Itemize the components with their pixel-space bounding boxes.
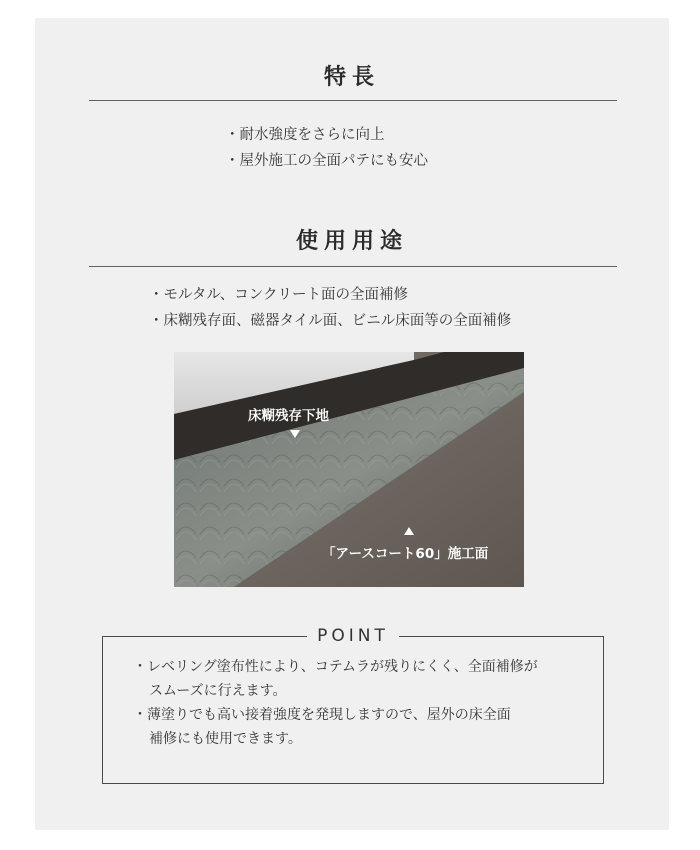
point-line: ・薄塗りでも高い接着強度を発現しますので、屋外の床全面 [133,707,511,723]
arrow-down-icon [290,430,300,438]
usage-divider [89,266,617,267]
usage-list [149,282,511,334]
point-line: スムーズに行えます。 [149,683,287,699]
point-title [103,626,603,646]
features-divider [89,100,617,101]
usage-heading: 使用用途 [295,229,408,254]
usage-item: ・床糊残存面、磁器タイル面、ビニル床面等の全面補修 [149,313,512,329]
features-item: ・屋外施工の全面パテにも安心 [225,153,428,169]
point-line: ・レベリング塗布性により、コテムラが残りにくく、全面補修が [133,659,538,675]
features-heading: 特長 [323,65,380,90]
usage-item: ・モルタル、コンクリート面の全面補修 [149,287,408,303]
features-item: ・耐水強度をさらに向上 [225,127,385,143]
point-title-text: POINT [307,626,399,646]
point-line: 補修にも使用できます。 [149,731,302,747]
caption-applied-surface: 「アースコート60」施工面 [322,546,489,562]
floor-photo [174,352,524,587]
features-list [225,122,428,174]
point-list [133,655,538,751]
point-box [102,626,604,784]
content-panel [35,18,669,830]
arrow-up-icon [404,527,414,535]
caption-glue-substrate: 床糊残存下地 [248,408,329,424]
